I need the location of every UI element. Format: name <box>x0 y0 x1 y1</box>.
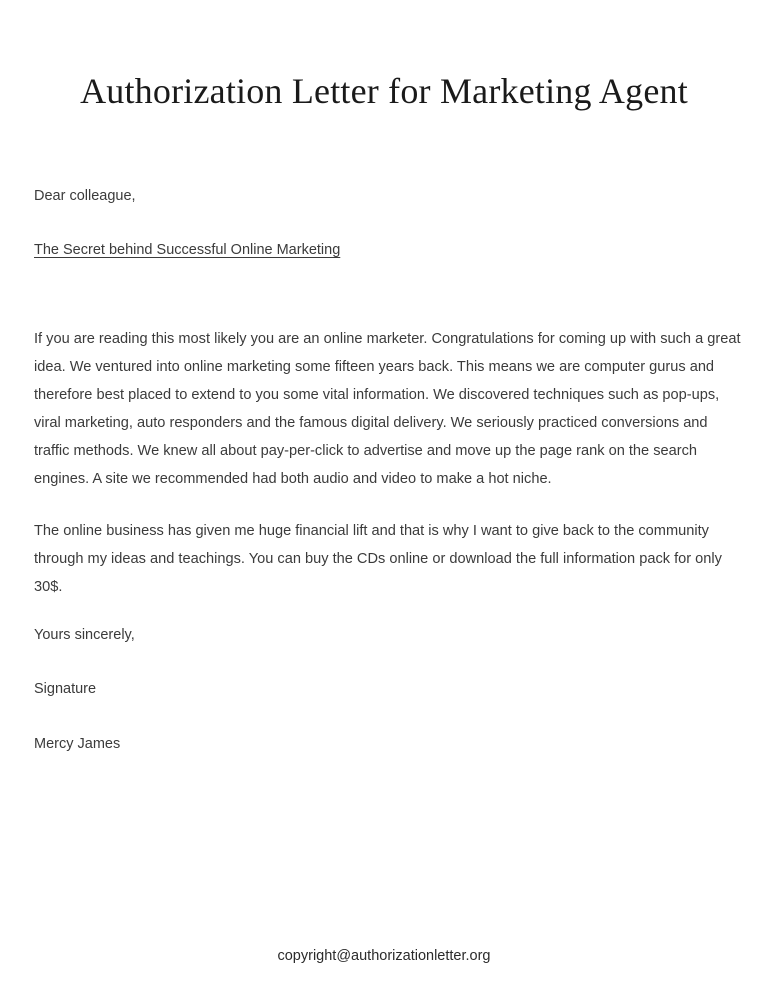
salutation: Dear colleague, <box>34 188 136 204</box>
footer-copyright: copyright@authorizationletter.org <box>277 948 491 964</box>
paragraph-1: If you are reading this most likely you are an online marketer. Congratulations for coming up with such a great idea. We ventured into online marketing some fifteen years back. This means we are computer gurus and therefore best placed to extend to you some vital information. We discovered techniques such as pop-ups, viral marketing, auto responders and the famous digital delivery. We seriously practiced conversions and traffic methods. We knew all about pay-per-click to advertise and move up the page rank on the search engines. A site we recommended had both audio and video to make a hot niche. <box>34 330 741 487</box>
page-title: Authorization Letter for Marketing Agent <box>80 71 688 112</box>
subject-line-wrap <box>34 240 746 292</box>
paragraph-2: The online business has given me huge financial lift and that is why I want to give back to the community through my ideas and teachings. You can buy the CDs online or download the full information pack for only 30$. <box>34 522 722 595</box>
subject-line: The Secret behind Successful Online Marketing <box>34 242 341 259</box>
letter-body <box>34 186 746 625</box>
signoff-block <box>34 625 746 754</box>
closing-line: Yours sincerely, <box>34 627 135 643</box>
sender-name: Mercy James <box>34 735 121 752</box>
signature-label: Signature <box>34 681 97 698</box>
